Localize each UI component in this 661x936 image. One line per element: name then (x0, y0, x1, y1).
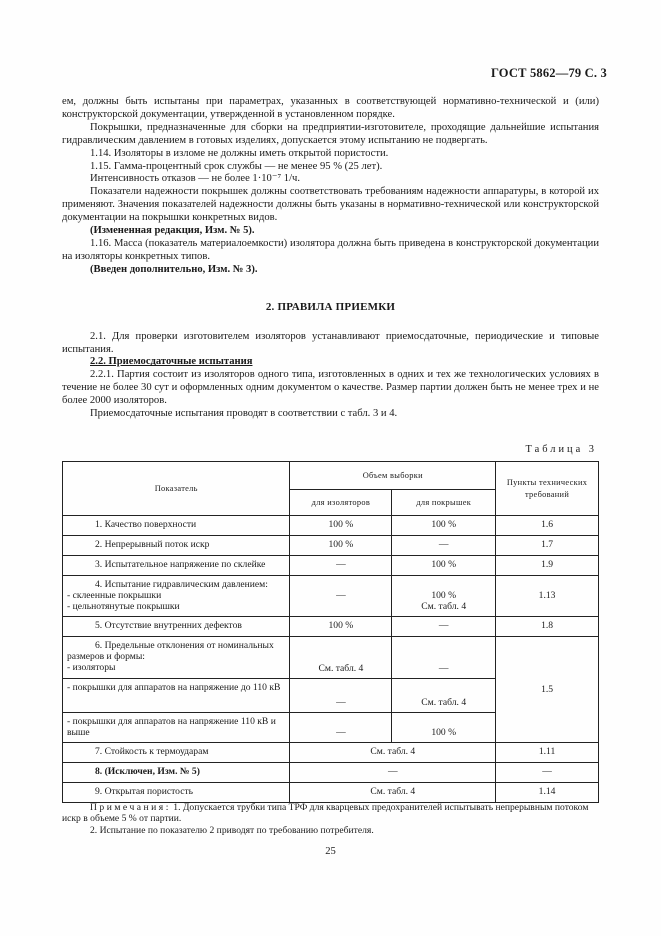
page-header: ГОСТ 5862—79 С. 3 (490, 66, 607, 80)
cell-covers: 100 % (392, 556, 496, 576)
paragraph: 1.15. Гамма-процентный срок службы — не менее 95 % (25 лет). (90, 160, 383, 172)
cell-sample: — (290, 762, 496, 782)
row-name-line: - изоляторы (67, 662, 116, 674)
row-name: 9. Открытая пористость (63, 782, 290, 802)
row-name-line: - склеенные покрышки (67, 590, 162, 602)
row-name: 1. Качество поверхности (63, 516, 290, 536)
cell-covers: — (392, 636, 496, 678)
cell-points: 1.6 (496, 516, 599, 536)
subsection-title: 2.2. Приемосдаточные испытания (90, 356, 253, 368)
table-row (63, 536, 599, 556)
row-name (63, 576, 290, 617)
cell-points: 1.14 (496, 782, 599, 802)
cell-insulators: — (290, 678, 392, 712)
cell-insulators: См. табл. 4 (290, 636, 392, 678)
paragraph: 1.16. Масса (показатель материалоемкости) изолятора должна быть приведена в конструкторской документации на изоляторы конкретных типов. (62, 237, 599, 262)
row-name: 8. (Исключен, Изм. № 5) (63, 762, 290, 782)
page-number: 25 (325, 846, 336, 857)
paragraph: Интенсивность отказов — не более 1·10⁻⁷ 1/ч. (90, 173, 300, 185)
cell-covers: См. табл. 4 (392, 678, 496, 712)
row-name-line: 6. Предельные отклонения от номинальных размеров и формы: (67, 639, 274, 662)
cell-points: 1.8 (496, 616, 599, 636)
notes-label: Примечания: (90, 802, 171, 813)
cell-points: 1.5 (496, 636, 599, 742)
cell-sample: См. табл. 4 (290, 782, 496, 802)
table-row (63, 616, 599, 636)
note: 2. Испытание по показателю 2 приводят по требованию потребителя. (90, 824, 374, 836)
cell-sample: См. табл. 4 (290, 742, 496, 762)
cell-covers: 100 % (392, 712, 496, 742)
cell-points: 1.11 (496, 742, 599, 762)
cell-covers (392, 576, 496, 617)
note-text: 1. Допускается трубки типа ТРФ для кварцевых предохранителей испытывать непрерывным потоком искр в объеме 5 % от партии. (62, 802, 589, 825)
table-row (63, 556, 599, 576)
paragraph: Приемосдаточные испытания проводят в соответствии с табл. 3 и 4. (90, 408, 398, 420)
table-row (63, 742, 599, 762)
header-covers: для покрышек (392, 490, 496, 516)
table-row (63, 782, 599, 802)
cell-covers: — (392, 616, 496, 636)
cell-covers: 100 % (392, 516, 496, 536)
header-insulators: для изоляторов (290, 490, 392, 516)
cell-points: 1.9 (496, 556, 599, 576)
cell-points: 1.13 (496, 576, 599, 617)
row-name (63, 636, 290, 678)
cell-insulators: 100 % (290, 536, 392, 556)
table-row (63, 516, 599, 536)
cell-insulators: — (290, 576, 392, 617)
table-notes (62, 802, 599, 836)
acceptance-table (62, 461, 599, 803)
row-name: 7. Стойкость к термоударам (63, 742, 290, 762)
header-points: Пункты технических требований (496, 462, 599, 516)
paragraph: 1.14. Изоляторы в изломе не должны иметь открытой пористости. (90, 147, 389, 159)
table-row (63, 762, 599, 782)
row-name: 3. Испытательное напряжение по склейке (63, 556, 290, 576)
row-name: - покрышки для аппаратов на напряжение 110 кВ и выше (63, 712, 290, 742)
paragraph: Покрышки, предназначенные для сборки на предприятии-изготовителе, проходящие дальнейшие испытания гидравлическим давлением в готовых изделиях, допускается этому испытанию не подвергать. (62, 121, 599, 146)
section-title: 2. ПРАВИЛА ПРИЕМКИ (265, 300, 396, 313)
cell-insulators: 100 % (290, 616, 392, 636)
note (62, 802, 599, 825)
paragraph: 2.1. Для проверки изготовителем изоляторов устанавливают приемосдаточные, периодические и типовые испытания. (62, 330, 599, 355)
header-sample: Объем выборки (290, 462, 496, 490)
row-name: 5. Отсутствие внутренних дефектов (63, 616, 290, 636)
cell-covers: — (392, 536, 496, 556)
cell-line: 100 % (431, 590, 457, 601)
row-name-line: - цельнотянутые покрышки (67, 601, 180, 613)
row-name: 2. Непрерывный поток искр (63, 536, 290, 556)
header-indicator: Показатель (63, 462, 290, 516)
paragraph: Показатели надежности покрышек должны соответствовать требованиям надежности аппаратуры, в которой их применяют. Значения показателей надежности должны быть указаны в нормативно-технической или конструкторской документации на покрышки конкретных видов. (62, 186, 599, 224)
amendment-note: (Введен дополнительно, Изм. № 3). (90, 263, 258, 275)
amendment-note: (Измененная редакция, Изм. № 5). (90, 225, 255, 237)
row-name: - покрышки для аппаратов на напряжение до 110 кВ (63, 678, 290, 712)
cell-line: См. табл. 4 (421, 601, 467, 613)
cell-points: — (496, 762, 599, 782)
paragraph: 2.2.1. Партия состоит из изоляторов одного типа, изготовленных в одних и тех же технологических условиях в течение не более 30 сут и оформленных одним документом о качестве. Размер партии должен быть не менее трех и не более 2000 изоляторов. (62, 369, 599, 407)
cell-insulators: — (290, 556, 392, 576)
row-name-line: 4. Испытание гидравлическим давлением: (95, 579, 268, 590)
cell-insulators: 100 % (290, 516, 392, 536)
cell-points: 1.7 (496, 536, 599, 556)
table-row (63, 636, 599, 678)
table-row (63, 576, 599, 617)
paragraph: ем, должны быть испытаны при параметрах, указанных в соответствующей нормативно-технической и (или) конструкторской документации, утвержденной в установленном порядке. (62, 96, 599, 120)
body-text (62, 96, 599, 421)
cell-insulators: — (290, 712, 392, 742)
table-caption: Таблица 3 (525, 444, 597, 455)
